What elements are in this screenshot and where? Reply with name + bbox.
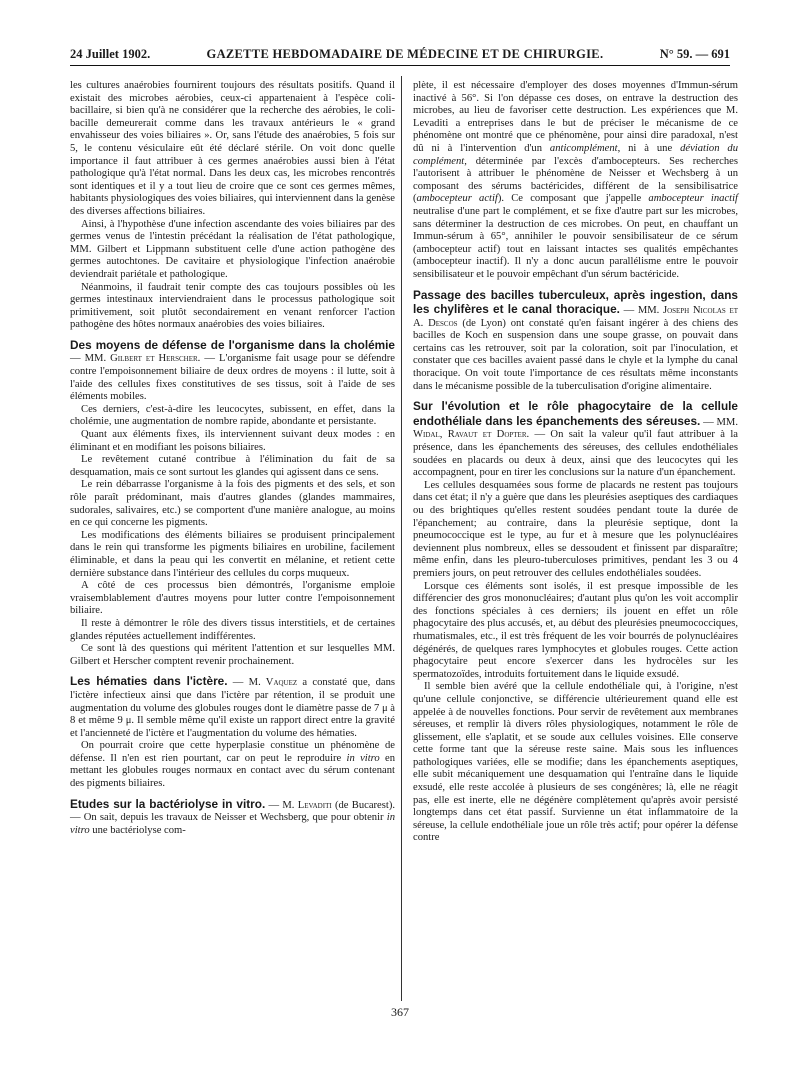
issue-date: 24 Juillet 1902. <box>70 47 151 61</box>
text-run: en mettant les globules rouges normaux en contact avec du sérum contenant des pigments biliaires. <box>70 752 395 790</box>
text-run: plète, il est nécessaire d'employer des doses moyennes d'Immun-sérum inactivé à 56°. Si l'on dépasse ces doses, on entrave la destruction des microbes, au lieu de favoriser cette destruction. Les expériences que M. Levaditi a entreprises dans le but de préciser le mécanisme de ce phénomène ont montré que ce phénomène, pour ainsi dire paradoxal, n'est dû ni à l'intervention d'un <box>413 80 738 154</box>
paragraph: Néanmoins, il faudrait tenir compte des cas toujours possibles où les germes intestinaux interviendraient dans le processus pathologique soit primitivement, soit plutôt secondairement en venant renforcer l'action pathogène des hôtes normaux anaérobies des voies biliaires. <box>70 281 395 331</box>
article-authors: — MM. Gilbert et Herscher. <box>70 353 201 365</box>
page-number: 367 <box>391 1005 409 1019</box>
article-cellule-endotheliale <box>413 400 738 845</box>
italic-run: ambocepteur actif <box>416 193 498 205</box>
article-hematies <box>70 675 395 790</box>
text-run: une bactériolyse com- <box>89 824 186 836</box>
article-paragraph <box>70 798 395 838</box>
paragraph: Les cellules desquamées sous forme de placards ne restent pas toujours dans cet état; il n'y a guère que dans les pleurésies aseptiques des cardiaques ou des brightiques qu'elles restent soudées pendant toute la durée de l'épanchement; au contraire, dans la pleurésie septique, dont la pneumococcique est le type, au fur et à mesure que les polynucléaires deviennent plus nombreux, elles se dessoudent et finissent par disparaître; même enfin, dans les pleuro-tuberculoses primitives, pendant les 3 ou 4 premiers jours, on peut retrouver des cellules endothéliales soudées. <box>413 479 738 579</box>
paragraph: Les modifications des éléments biliaires se produisent principalement dans le rein qui transforme les pigments biliaires en urobiline, facilement éliminable, et dans la peau qui les convertit en mélanine, et retient cette dernière substance dans l'intérieur des cellules du corps muqueux. <box>70 529 395 579</box>
article-paragraph <box>70 339 395 404</box>
paragraph: Le rein débarrasse l'organisme à la fois des pigments et des sels, et son rôle paraît prédominant, mais d'autres glandes (glandes mammaires, sudorales, salivaires, etc.) se comportent d'une manière analogue, au moins en ce qui concerne les pigments. <box>70 479 395 529</box>
paragraph: Ce sont là des questions qui méritent l'attention et sur lesquelles MM. Gilbert et Herscher comptent revenir prochainement. <box>70 643 395 667</box>
paragraph: les cultures anaérobies fournirent toujours des résultats positifs. Quand il existait des microbes aérobies, ceux-ci appartenaient à l'espèce coli-bacillaire, si bien qu'à ne considérer que la recherche des aérobies, le coli-bacille demeurerait comme dans les travaux antérieurs le « grand envahisseur des voies biliaires ». Or, sans l'étude des anaérobies, 5 fois sur 5, le contenu vésiculaire eût été déclaré stérile. On voit donc quelle importance il faut attribuer à ces germes anaérobies aussi bien à l'état pathologique qu'à l'état normal. Dans les deux cas, les microbes rencontrés sont identiques et il y a tout lieu de croire que ce sont ces germes mêmes, habitants physiologiques des voies biliaires, qui interviennent dans la genèse des diverses affections biliaires. <box>70 80 395 217</box>
running-header <box>70 36 730 66</box>
article-authors: — MM. Widal, Ravaut et Dopter. <box>413 416 738 441</box>
paragraph: Le revêtement cutané contribue à l'élimination du fait de sa desquamation, mais ce sont surtout les glandes qui agissent dans ce sens. <box>70 454 395 478</box>
paragraph: Ainsi, à l'hypothèse d'une infection ascendante des voies biliaires par des germes venus de l'intestin précédant la réalisation de l'état pathologique, MM. Gilbert et Lippmann substituent celle d'une action pathogène des germes autochtones. De cavitaire et physiologique l'infection anaérobie deviendrait pariétale et pathologique. <box>70 218 395 280</box>
paragraph: Quant aux éléments fixes, ils interviennent suivant deux modes : en éliminant et en modifiant les poisons biliaires. <box>70 429 395 453</box>
article-heading: Passage des bacilles tuberculeux, après ingestion, dans les chylifères et le canal thoracique. <box>413 287 738 317</box>
paragraph: A côté de ces processus bien démontrés, l'organisme emploie vraisemblablement d'autres moyens pour lutter contre l'empoisonnement biliaire. <box>70 580 395 617</box>
paragraph <box>413 80 738 282</box>
article-text: — L'organisme fait usage pour se défendre contre l'empoisonnement biliaire de deux ordres de moyens : il lutte, soit à l'aide des cellules fixes constitutives de ses tissus, soit à l'aide de ses éléments mobiles. <box>70 353 395 403</box>
article-paragraph <box>413 289 738 394</box>
article-authors: — M. Levaditi <box>268 799 332 811</box>
left-column <box>70 80 395 837</box>
article-heading: Des moyens de défense de l'organisme dans la cholémie <box>70 337 395 352</box>
article-bacteriolyse <box>70 798 395 838</box>
article-cholemie <box>70 339 395 668</box>
paragraph: Lorsque ces éléments sont isolés, il est presque impossible de les différencier des gros mononucléaires; d'autant plus qu'on les voit accomplir des fonctions spéciales à ces derniers; ils jouent en effet un rôle phagocytaire des plus accusés, et, au début des pleurésies pneumococciques, rhumatismales, etc., il est très fréquent de les voir bourrés de polynucléaires dégénérés, de quelques rares lymphocytes et globules rouges. Cette action phagocytaire peut encore s'exercer dans les hydrocèles sur les spermatozoïdes, introduits fortuitement dans le liquide exsudé. <box>413 580 738 680</box>
article-text: a constaté que, dans l'ictère infectieux ainsi que dans l'ictère par rétention, il se produit une augmentation du volume des globules rouges dont le diamètre passe de 7 μ à 8 et même 9 μ. Il semble même qu'il existe un rapport direct entre la gravité et l'ancienneté de l'ictère et l'augmentation du volume des hématies. <box>70 677 395 739</box>
paragraph <box>70 740 395 790</box>
text-run: On pourrait croire que cette hyperplasie constitue un phénomène de défense. Il n'en est rien pourtant, car on peut le reproduire <box>70 740 395 764</box>
text-run: ). Ce composant que j'appelle <box>497 193 649 205</box>
italic-run: ambocepteur inactif <box>648 193 738 205</box>
paragraph: Il semble bien avéré que la cellule endothéliale qui, à l'origine, n'est qu'une cellule conjonctive, se différencie ultérieurement quand elle est appelée à de nouvelles fonctions. Pour servir de revêtement aux membranes séreuses, et remplir là divers rôles physiologiques, notamment le rôle de glissement, elle s'aplatit, et se soude aux cellules voisines. Elle conserve cette forme tant que la séreuse reste saine. Mais sous les influences pathologiques variées, elle se modifie; dans les épanchements aseptiques, elle subit mécaniquement une desquamation qui l'entraîne dans le liquide exsudé, elle reste accolée à plusieurs de ses congénères; là, elle ne réagit pas, elle est inerte, elle ne dégénère complètement qu'après avoir persisté longtemps dans cet état passif. Survienne un état inflammatoire de la séreuse, la cellule endothéliale joue un rôle très actif; pour opérer la défense contre <box>413 681 738 844</box>
article-heading: Les hématies dans l'ictère. <box>70 674 228 689</box>
paragraph: Ces derniers, c'est-à-dire les leucocytes, subissent, en effet, dans la cholémie, une augmentation de nombre rapide, abondante et persistante. <box>70 403 395 428</box>
article-text: — On sait la valeur qu'il faut attribuer à la présence, dans les épanchements des séreuses, des cellules endothéliales soudées en placards ou deux à deux, ainsi que des leucocytes qui les accompagnent, pour en tirer les conclusions sur la nature d'un épanchement. <box>413 429 738 479</box>
article-paragraph <box>70 675 395 740</box>
paragraph: Il reste à démontrer le rôle des divers tissus interstitiels, et de certaines glandes réputées actuellement indifférentes. <box>70 617 395 642</box>
italic-run: anticomplément <box>549 142 618 154</box>
article-paragraph <box>413 400 738 480</box>
text-run: , ni à une <box>617 142 681 154</box>
italic-run: in vitro <box>70 812 395 836</box>
article-heading: Etudes sur la bactériolyse in vitro. <box>70 796 266 811</box>
text-run: (de Bucarest). — On sait, depuis les travaux de Neisser et Wechsberg, que pour obtenir <box>70 799 396 824</box>
text-run: , déterminée par l'excès d'ambocepteurs. Ses recherches l'autorisent à attribuer le phénomène de Neisser et Wechsberg à un composant des sérums bactéricides, différent de la sensibilisatrice ( <box>413 155 738 205</box>
right-column <box>413 80 738 845</box>
italic-run: in vitro <box>346 752 380 764</box>
article-authors: — MM. Joseph Nicolas et A. Descos <box>413 305 739 329</box>
journal-title: GAZETTE HEBDOMADAIRE DE MÉDECINE ET DE CHIRURGIE. <box>206 47 604 61</box>
article-heading: Sur l'évolution et le rôle phagocytaire de la cellule endothéliale dans les épanchements des séreuses. <box>413 399 738 428</box>
column-divider <box>401 76 402 1001</box>
issue-number: N° 59. — 691 <box>659 47 730 61</box>
text-run: neutralise d'une part le complément, et se fixe d'autre part sur les microbes, sans déterminer la destruction de ces microbes. On peut, en chauffant un Immun-sérum à 65°, annihiler le pouvoir sensibilisateur de ce sérum (ambocepteur actif) tout en laissant intactes ses qualités empêchantes (ambocepteur inactif). Il n'y a donc aucun parallélisme entre le pouvoir sensibilisateur et le pouvoir empêchant d'un sérum bactéricide. <box>413 205 738 280</box>
article-text: (de Lyon) ont constaté qu'en faisant ingérer à des chiens des bacilles de Koch en suspension dans une soupe grasse, on pouvait dans certains cas les retrouver, soit par la coloration, soit par l'inoculation, et constater que ces bacilles avaient passé dans le chyle et la lymphe du canal thoracique. On voit toute l'importance de ces résultats même inconstants dans le mécanisme possible de la tuberculisation d'origine alimentaire. <box>413 317 738 392</box>
article-authors: — M. Vaquez <box>232 677 298 689</box>
article-bacilles <box>413 289 738 394</box>
italic-run: déviation du complément <box>413 142 738 167</box>
